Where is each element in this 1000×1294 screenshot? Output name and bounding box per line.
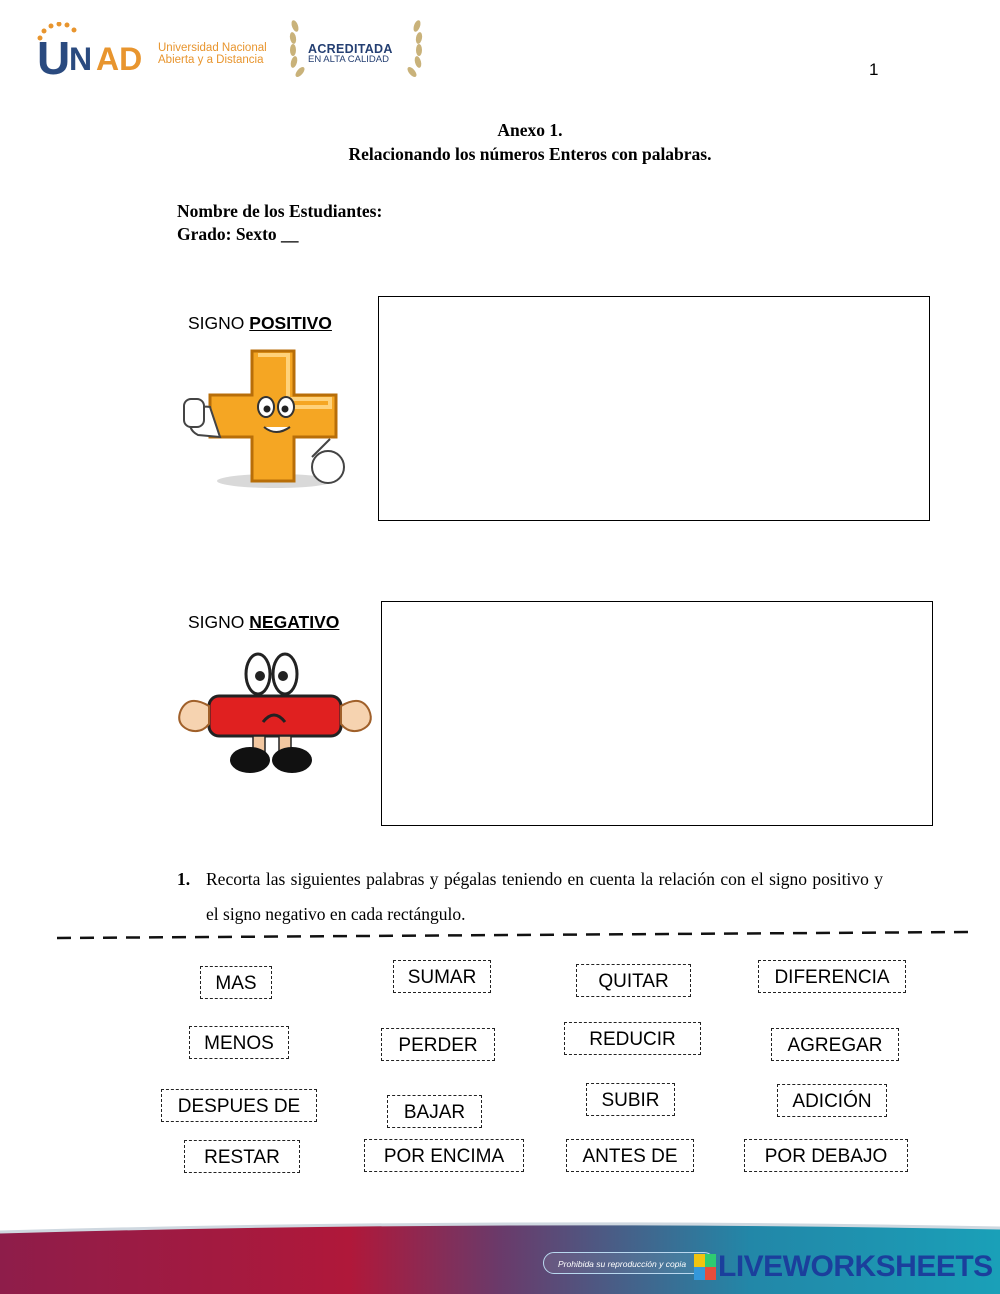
unad-logo-icon <box>34 22 159 78</box>
word-card[interactable]: REDUCIR <box>564 1022 701 1055</box>
liveworksheets-brand[interactable]: LIVEWORKSHEETS <box>718 1250 993 1283</box>
annex-subtitle: Relacionando los números Enteros con palabras. <box>348 144 712 164</box>
instruction-text: Recorta las siguientes palabras y pégalas teniendo en cuenta la relación con el signo positivo y el signo negativo en cada rectángulo. <box>206 869 883 924</box>
university-name <box>158 42 267 66</box>
word-card[interactable]: BAJAR <box>387 1095 482 1128</box>
svg-text:AD: AD <box>96 41 143 77</box>
university-line-2: Abierta y a Distancia <box>158 54 264 66</box>
instruction <box>177 862 883 932</box>
positive-prefix: SIGNO <box>188 313 250 333</box>
negative-prefix: SIGNO <box>188 612 250 632</box>
word-card[interactable]: ANTES DE <box>566 1139 694 1172</box>
negative-paste-box[interactable] <box>381 601 933 826</box>
cut-line <box>57 929 969 941</box>
negative-sign-label <box>188 612 339 633</box>
word-card[interactable]: POR DEBAJO <box>744 1139 908 1172</box>
page-number: 1 <box>869 60 879 79</box>
svg-text:U: U <box>37 32 71 78</box>
word-card[interactable]: RESTAR <box>184 1140 300 1173</box>
plus-character-icon <box>180 345 355 493</box>
word-card[interactable]: PERDER <box>381 1028 495 1061</box>
positive-paste-box[interactable] <box>378 296 930 521</box>
word-card[interactable]: MAS <box>200 966 272 999</box>
instruction-number: 1. <box>177 869 191 889</box>
students-name-label: Nombre de los Estudiantes: <box>177 201 383 221</box>
accreditation-subtitle: EN ALTA CALIDAD <box>308 54 389 65</box>
word-card[interactable]: MENOS <box>189 1026 289 1059</box>
live-badge-icon <box>694 1254 716 1280</box>
word-card[interactable]: DIFERENCIA <box>758 960 906 993</box>
negative-word: NEGATIVO <box>249 612 340 632</box>
svg-text:N: N <box>69 41 93 77</box>
word-card[interactable]: POR ENCIMA <box>364 1139 524 1172</box>
copyright-notice: Prohibida su reproducción y copia <box>543 1252 715 1274</box>
word-card[interactable]: AGREGAR <box>771 1028 899 1061</box>
word-card[interactable]: ADICIÓN <box>777 1084 887 1117</box>
word-card[interactable]: DESPUES DE <box>161 1089 317 1122</box>
accreditation-title: ACREDITADA <box>308 42 393 56</box>
grade-label: Grado: Sexto __ <box>177 224 299 244</box>
word-card[interactable]: SUMAR <box>393 960 491 993</box>
word-card[interactable]: SUBIR <box>586 1083 675 1116</box>
annex-title: Anexo 1. <box>497 120 563 140</box>
positive-sign-label <box>188 313 332 334</box>
word-card[interactable]: QUITAR <box>576 964 691 997</box>
university-line-1: Universidad Nacional <box>158 42 267 54</box>
minus-character-icon <box>175 650 380 776</box>
positive-word: POSITIVO <box>249 313 332 333</box>
